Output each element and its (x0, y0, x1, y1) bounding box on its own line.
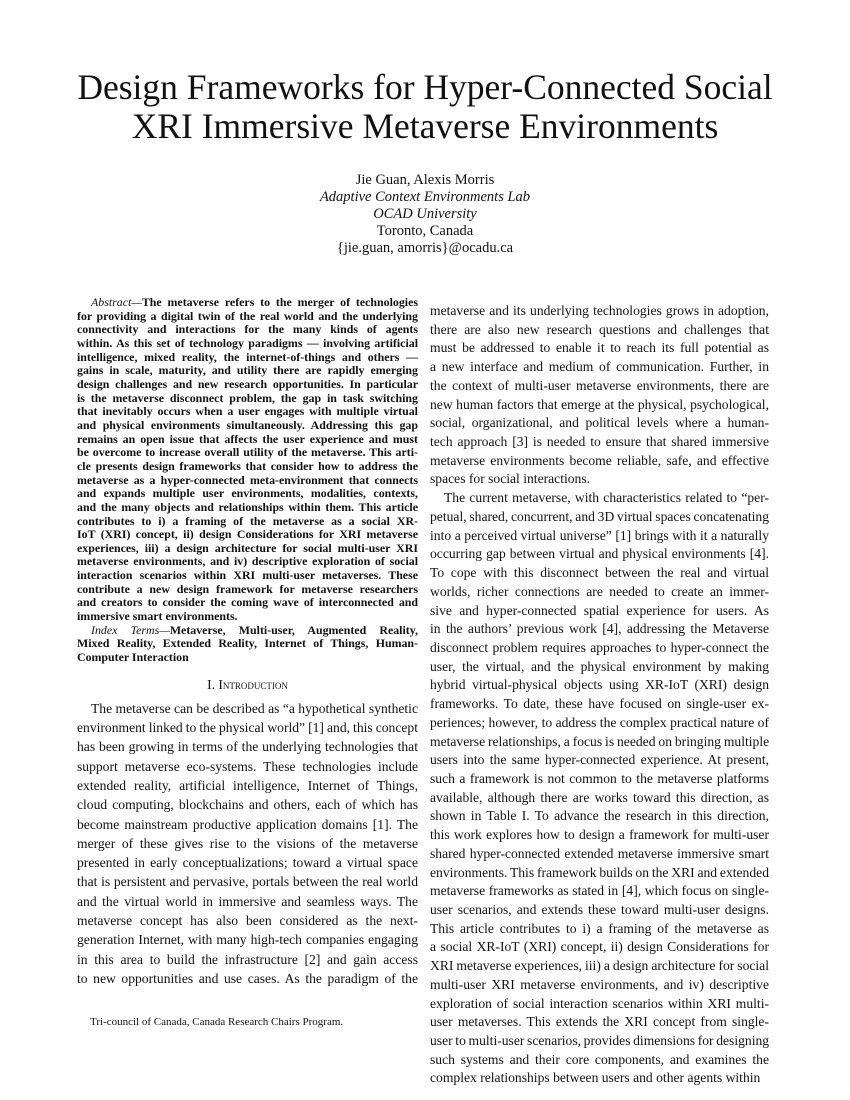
text-line: become mainstream productive application domains [1]. The (77, 816, 418, 832)
text-line: and expands multiple user environments, modalities, contexts, (77, 486, 418, 501)
text-line: petual, shared, concurrent, and 3D virtual spaces concatenating (430, 508, 769, 524)
author-block (0, 172, 850, 257)
text-line: metaverse concept has also been considered as the next- (77, 912, 418, 928)
text-line: a new interface and medium of communication. Further, in (430, 359, 769, 375)
text-line: new human factors that emerge at the physical, psychological, (430, 396, 769, 412)
text-line: such a framework is not common to the metaverse platforms (430, 770, 769, 786)
text-line: social, organizational, and political levels where a human- (430, 415, 769, 431)
text-line: there are also new research questions and challenges that (430, 321, 769, 337)
text-line: cle presents design frameworks that consider how to address the (77, 458, 418, 473)
text-line: within. As this set of technology paradigms — involving artificial (77, 335, 418, 350)
text-line: has been growing in terms of the underlying technologies that (77, 739, 418, 755)
index-terms (77, 624, 418, 665)
right-column-text (430, 302, 769, 1088)
introduction-text (77, 699, 418, 988)
text-line: that is persistent and pervasive, portals between the real world (77, 874, 418, 890)
text: The metaverse refers to the merger of technologies (141, 295, 418, 309)
abstract (77, 296, 418, 624)
text-line: generation Internet, with many high-tech companies engaging (77, 932, 418, 948)
text-line: frameworks. To date, these have focused on single-user ex- (430, 696, 769, 712)
text-line: interaction scenarios within XRI multi-user metaverses. These (77, 568, 418, 583)
location: Toronto, Canada (376, 223, 474, 239)
text-line: to new opportunities and use cases. As the paradigm of the (77, 970, 418, 986)
text-line: shown in Table I. To advance the research in this direction, (430, 808, 769, 824)
text-line: sive and hyper-connected spatial experience for users. As (430, 602, 769, 618)
text-line: such systems and their core components, and examines the (430, 1051, 769, 1067)
text-line: and physical environments simultaneously. Addressing this gap (77, 417, 418, 432)
text-line: complex relationships between users and other agents within (430, 1070, 761, 1086)
text-line: available, although there are works toward this direction, as (430, 789, 769, 805)
text-line: This article contributes to i) a framing of the metaverse as (430, 920, 769, 936)
text-line: connectivity and interactions for the many kinds of agents (77, 322, 418, 337)
email: {jie.guan, amorris}@ocadu.ca (336, 240, 514, 256)
text-line: metaverse frameworks as stated in [4], which focus on single- (430, 883, 769, 899)
title-line: Design Frameworks for Hyper-Connected Social (77, 67, 773, 107)
text-line: Computer Interaction (77, 650, 189, 665)
text-line: spaces for social interactions. (430, 471, 591, 487)
text-line: environment linked to the physical world” [1] and, this concept (77, 720, 418, 736)
affiliation-university: OCAD University (373, 206, 477, 222)
text-line: hybrid virtual-physical objects using XR-IoT (XRI) design (430, 677, 769, 693)
text: Metaverse, Multi-user, Augmented Reality, (169, 622, 419, 637)
affiliation-lab: Adaptive Context Environments Lab (319, 189, 531, 205)
title-line: XRI Immersive Metaverse Environments (131, 106, 719, 146)
text-line: extended reality, artificial intelligence, Internet of Things, (77, 777, 418, 793)
text-line: support metaverse eco-systems. These technologies include (77, 758, 418, 774)
text-line: tech approach [3] is needed to ensure that shared immersive (430, 434, 769, 450)
text-line: Mixed Reality, Extended Reality, Internet of Things, Human- (77, 636, 418, 651)
section-heading-introduction: I. Introduction (207, 676, 288, 692)
text-line: be overcome to increase overall utility of the metaverse. This arti- (77, 445, 418, 460)
text-line: users into the same hyper-connected experience. At present, (430, 752, 769, 768)
text-line: disconnect problem requires approaches to hyper-connect the (430, 639, 769, 655)
text-line: occurring gap between virtual and physical environments [4]. (430, 546, 769, 562)
text-line: intelligence, mixed reality, the internet-of-things and others — (77, 349, 418, 364)
text-line: and the many objects and relationships within them. This article (77, 499, 418, 514)
text-line: and the virtual world in immersive and seamless ways. The (77, 893, 418, 909)
text-line: design challenges and new research opportunities. In particular (77, 376, 418, 391)
text-line: this work explores how to design a framework for multi-user (430, 827, 769, 843)
text-line: The current metaverse, with characteristics related to “per- (444, 490, 769, 506)
text-line: metaverse as a hyper-connected meta-environment that connects (77, 472, 418, 487)
text-line (77, 624, 418, 638)
text-line: IoT (XRI) concept, ii) design Considerations for XRI metaverse (77, 527, 418, 542)
paper-title (0, 68, 850, 146)
text-line: user metaverses. This extends the XRI concept from single- (430, 1014, 769, 1030)
text-line: in this area to build the infrastructure [2] and gain access (77, 951, 418, 967)
text-line: the context of multi-user metaverse environments, there are (430, 377, 769, 393)
text-line: experiences, iii) a design architecture for social multi-user XRI (77, 540, 418, 555)
text-line: worlds, richer connections are needed to create an immer- (430, 583, 769, 599)
text-line: that inevitably occurs when a user engages with multiple virtual (77, 404, 418, 419)
right-column (430, 302, 769, 1088)
label: Index Terms— (91, 622, 170, 637)
text-line: presented in early conceptualizations; toward a virtual space (77, 855, 418, 871)
text-line: cloud computing, blockchains and others, each of which has (77, 797, 418, 813)
text-line: and creators to consider the coming wave of interconnected and (77, 595, 418, 610)
text-line: remains an open issue that affects the user experience and must (77, 431, 418, 446)
text-line: for providing a digital twin of the real world and the underlying (77, 308, 418, 323)
text-line: contributes to i) a framing of the metaverse as a social XR- (77, 513, 418, 528)
text-line: user, the virtual, and the physical environment by making (430, 658, 769, 674)
text-line: metaverse environments become reliable, safe, and effective (430, 452, 769, 468)
text-line: metaverse and its underlying technologies grows in adoption, (430, 303, 769, 318)
text-line: XRI metaverse experiences, iii) a design architecture for social (430, 958, 769, 974)
label: Abstract— (91, 295, 142, 309)
text-line: gains in scale, maturity, and utility there are rapidly emerging (77, 363, 418, 378)
text-line: user to multi-user scenarios, provides dimensions for designing (430, 1033, 770, 1049)
text-line: immersive smart environments. (77, 609, 238, 624)
text-line: contribute a new design framework for metaverse researchers (77, 581, 418, 596)
text-line: merger of these gives rise to the visions of the metaverse (77, 835, 418, 851)
text-line: The metaverse can be described as “a hypothetical synthetic (91, 700, 418, 716)
text-line: shared hyper-connected extended metaverse immersive smart (430, 845, 769, 861)
text-line: multi-user XRI metaverse environments, and iv) descriptive (430, 976, 769, 992)
text-line: To cope with this disconnect between the real and virtual (430, 565, 769, 581)
footnote: Tri-council of Canada, Canada Research Chairs Program. (90, 1016, 344, 1028)
text-line: exploration of social interaction scenarios within XRI multi- (430, 995, 769, 1011)
text-line: metaverse environments, and iv) descriptive exploration of social (77, 554, 418, 569)
text-line: must be addressed to enable it to reach its full potential as (430, 340, 769, 356)
text-line: user scenarios, and extends these toward multi-user designs. (430, 902, 769, 917)
author-names: Jie Guan, Alexis Morris (355, 172, 495, 188)
text-line: periences; however, to address the complex practical nature of (430, 714, 769, 730)
text-line: metaverse relationships, a focus is needed on bringing multiple (430, 733, 770, 749)
text-line: environments. This framework builds on the XRI and extended (430, 864, 769, 880)
text-line (77, 296, 418, 310)
text-line: a social XR-IoT (XRI) concept, ii) design Considerations for (430, 939, 769, 955)
left-column (77, 296, 418, 988)
text-line: is the metaverse disconnect problem, the gap in task switching (77, 390, 418, 405)
text-line: in the authors’ previous work [4], addressing the Metaverse (430, 621, 769, 637)
text-line: into a perceived virtual universe” [1] brings with it a naturally (430, 527, 769, 543)
